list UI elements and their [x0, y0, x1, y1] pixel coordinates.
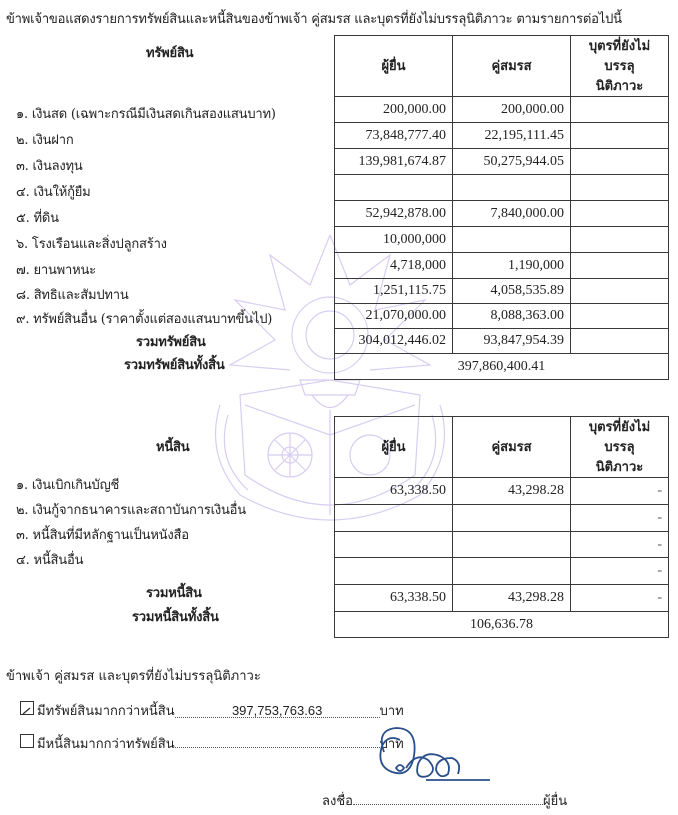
cell-children	[571, 279, 669, 304]
cell-children	[571, 97, 669, 123]
signature-line	[353, 792, 543, 805]
cell-declarant: 63,338.50	[335, 478, 453, 505]
liability-label-4: ๔. หนี้สินอื่น	[16, 553, 84, 568]
cell-declarant	[335, 175, 453, 201]
liabilities-exceed-label: มีหนี้สินมากกว่าทรัพย์สิน	[37, 737, 175, 752]
asset-label-1: ๑. เงินสด (เฉพาะกรณีมีเงินสดเกินสองแสนบาท)	[16, 107, 276, 122]
col-children-line2: นิติภาวะ	[595, 459, 644, 474]
assets-table	[334, 35, 669, 380]
cell-spouse	[453, 558, 571, 585]
col-children-line1: บุตรที่ยังไม่บรรลุ	[588, 419, 651, 454]
assets-exceed-row	[37, 700, 404, 721]
asset-label-7: ๗. ยานพาหนะ	[16, 263, 96, 278]
table-row	[335, 279, 669, 304]
col-declarant: ผู้ยื่น	[335, 417, 453, 478]
assets-exceed-checkbox[interactable]	[20, 701, 34, 715]
cell-declarant: 139,981,674.87	[335, 149, 453, 175]
table-row	[335, 123, 669, 149]
cell-declarant	[335, 532, 453, 558]
cell-children	[571, 149, 669, 175]
signature-row	[322, 790, 567, 811]
cell-children	[571, 304, 669, 329]
col-children	[571, 417, 669, 478]
table-row	[335, 175, 669, 201]
table-row	[335, 253, 669, 279]
table-row	[335, 505, 669, 532]
cell-spouse: 200,000.00	[453, 97, 571, 123]
cell-spouse: 50,275,944.05	[453, 149, 571, 175]
cell-declarant: 1,251,115.75	[335, 279, 453, 304]
cell-spouse	[453, 227, 571, 253]
cell-declarant	[335, 558, 453, 585]
liabilities-exceed-checkbox[interactable]	[20, 734, 34, 748]
assets-exceed-label: มีทรัพย์สินมากกว่าหนี้สิน	[37, 704, 175, 719]
summary-lead: ข้าพเจ้า คู่สมรส และบุตรที่ยังไม่บรรลุนิติภาวะ	[6, 669, 261, 684]
liabilities-grand-total-value: 106,636.78	[335, 612, 669, 638]
subtotal-spouse: 93,847,954.39	[453, 329, 571, 354]
liabilities-exceed-value	[175, 735, 380, 748]
asset-label-5: ๕. ที่ดิน	[16, 211, 59, 226]
cell-children: -	[571, 478, 669, 505]
col-declarant: ผู้ยื่น	[335, 36, 453, 97]
cell-spouse	[453, 532, 571, 558]
signature-icon	[366, 722, 506, 790]
liabilities-section-title: หนี้สิน	[156, 440, 190, 455]
cell-declarant: 21,070,000.00	[335, 304, 453, 329]
table-row	[335, 97, 669, 123]
liabilities-table	[334, 416, 669, 638]
liabilities-exceed-row	[37, 733, 404, 754]
liabilities-exceed-unit: บาท	[379, 737, 404, 752]
cell-spouse: 8,088,363.00	[453, 304, 571, 329]
assets-exceed-value: 397,753,763.63	[175, 705, 380, 718]
asset-label-3: ๓. เงินลงทุน	[16, 159, 83, 174]
cell-children	[571, 175, 669, 201]
cell-declarant: 10,000,000	[335, 227, 453, 253]
table-row	[335, 304, 669, 329]
cell-children	[571, 201, 669, 227]
asset-label-6: ๖. โรงเรือนและสิ่งปลูกสร้าง	[16, 237, 167, 252]
table-row	[335, 558, 669, 585]
cell-declarant: 52,942,878.00	[335, 201, 453, 227]
asset-label-8: ๘. สิทธิและสัมปทาน	[16, 288, 129, 303]
intro-text: ข้าพเจ้าขอแสดงรายการทรัพย์สินและหนี้สินของข้าพเจ้า คู่สมรส และบุตรที่ยังไม่บรรลุนิติภาวะ ตามรายการต่อไปนี้	[6, 12, 622, 27]
cell-spouse: 4,058,535.89	[453, 279, 571, 304]
asset-grand-total-label: รวมทรัพย์สินทั้งสิ้น	[124, 358, 225, 373]
cell-spouse: 7,840,000.00	[453, 201, 571, 227]
subtotal-declarant: 304,012,446.02	[335, 329, 453, 354]
cell-spouse	[453, 505, 571, 532]
grand-total-row	[335, 612, 669, 638]
asset-label-9: ๙. ทรัพย์สินอื่น (ราคาตั้งแต่สองแสนบาทขึ้นไป)	[16, 312, 273, 327]
table-row	[335, 478, 669, 505]
assets-grand-total-value: 397,860,400.41	[335, 354, 669, 380]
subtotal-children: -	[571, 585, 669, 612]
table-row	[335, 227, 669, 253]
assets-section-title: ทรัพย์สิน	[146, 46, 194, 61]
cell-spouse: 22,195,111.45	[453, 123, 571, 149]
cell-spouse: 43,298.28	[453, 478, 571, 505]
liability-label-1: ๑. เงินเบิกเกินบัญชี	[16, 478, 120, 493]
cell-declarant	[335, 505, 453, 532]
subtotal-row	[335, 585, 669, 612]
cell-declarant: 200,000.00	[335, 97, 453, 123]
cell-children: -	[571, 558, 669, 585]
col-spouse: คู่สมรส	[453, 417, 571, 478]
asset-subtotal-label: รวมทรัพย์สิน	[136, 335, 206, 350]
col-children-line2: นิติภาวะ	[595, 78, 644, 93]
cell-children	[571, 227, 669, 253]
checkmark-icon	[21, 705, 33, 717]
col-children-line1: บุตรที่ยังไม่บรรลุ	[588, 38, 651, 73]
subtotal-children	[571, 329, 669, 354]
subtotal-declarant: 63,338.50	[335, 585, 453, 612]
cell-declarant: 73,848,777.40	[335, 123, 453, 149]
asset-label-4: ๔. เงินให้กู้ยืม	[16, 185, 91, 200]
cell-declarant: 4,718,000	[335, 253, 453, 279]
cell-children	[571, 253, 669, 279]
cell-children	[571, 123, 669, 149]
liability-grand-total-label: รวมหนี้สินทั้งสิ้น	[132, 610, 219, 625]
table-row	[335, 532, 669, 558]
subtotal-row	[335, 329, 669, 354]
col-spouse: คู่สมรส	[453, 36, 571, 97]
table-row	[335, 149, 669, 175]
sign-label: ลงชื่อ	[322, 794, 353, 809]
liability-label-2: ๒. เงินกู้จากธนาคารและสถาบันการเงินอื่น	[16, 503, 246, 518]
asset-label-2: ๒. เงินฝาก	[16, 133, 74, 148]
grand-total-row	[335, 354, 669, 380]
col-children	[571, 36, 669, 97]
sign-role: ผู้ยื่น	[542, 794, 568, 809]
cell-spouse: 1,190,000	[453, 253, 571, 279]
assets-exceed-unit: บาท	[379, 704, 404, 719]
subtotal-spouse: 43,298.28	[453, 585, 571, 612]
table-row	[335, 201, 669, 227]
cell-children: -	[571, 532, 669, 558]
cell-children: -	[571, 505, 669, 532]
liability-label-3: ๓. หนี้สินที่มีหลักฐานเป็นหนังสือ	[16, 528, 189, 543]
liability-subtotal-label: รวมหนี้สิน	[146, 586, 202, 601]
cell-spouse	[453, 175, 571, 201]
